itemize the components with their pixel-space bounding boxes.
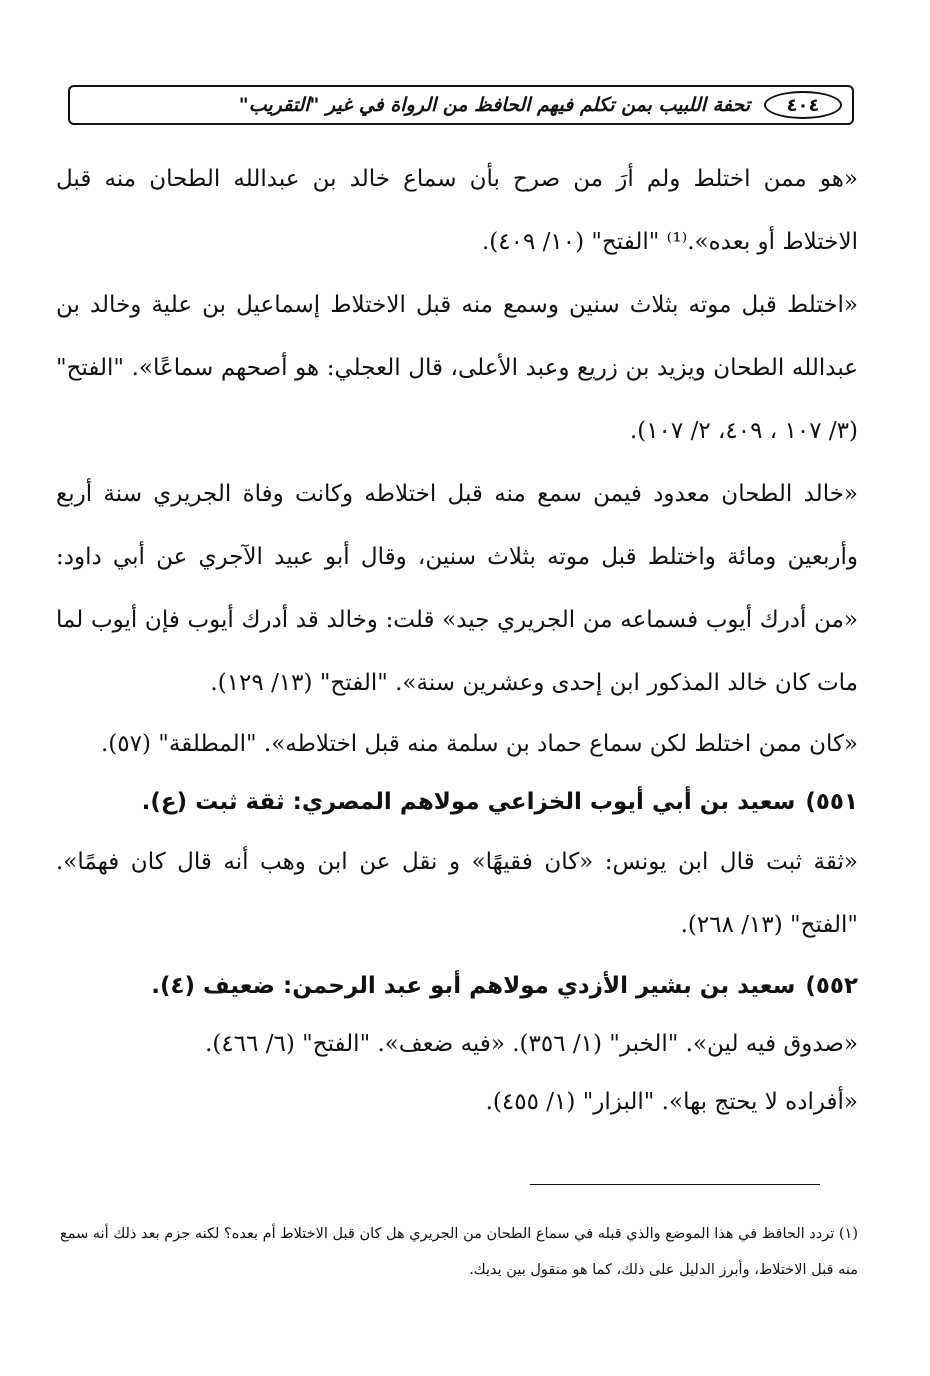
- entry-title: سعيد بن بشير الأزدي مولاهم أبو عبد الرحمن: ضعيف (٤).: [151, 973, 796, 999]
- page-number: ٤٠٤: [764, 91, 842, 119]
- paragraph: «خالد الطحان معدود فيمن سمع منه قبل اختلاطه وكانت وفاة الجريري سنة أربع وأربعين ومائة واختلط قبل موته بثلاث سنين، وقال أبو عبيد الآجري عن أبي داود: «من أدرك أيوب فسماعه من الجريري جيد» قلت: وخالد قد أدرك أيوب فإن أيوب لما مات كان خالد المذكور ابن إحدى وعشرين سنة». "الفتح" (١٣/ ١٢٩).: [56, 481, 858, 696]
- entry-note: «ثقة ثبت قال ابن يونس: «كان فقيهًا» و نقل عن ابن وهب أنه قال كان فهمًا». "الفتح" (١٣/ ٢٦٨).: [56, 849, 858, 938]
- running-header: [68, 85, 854, 125]
- entry-title: سعيد بن أبي أيوب الخزاعي مولاهم المصري: ثقة ثبت (ع).: [141, 789, 796, 815]
- paragraph: «هو ممن اختلط ولم أرَ من صرح بأن سماع خالد بن عبدالله الطحان منه قبل الاختلاط أو بعده».⁽¹⁾ "الفتح" (١٠/ ٤٠٩).: [56, 166, 858, 255]
- paragraph: «اختلط قبل موته بثلاث سنين وسمع منه قبل الاختلاط إسماعيل بن علية وخالد بن عبدالله الطحان ويزيد بن زريع وعبد الأعلى، قال العجلي: هو أصحهم سماعًا». "الفتح" (٣/ ١٠٧ ، ٤٠٩، ٢/ ١٠٧).: [56, 292, 859, 444]
- entry-number: ٥٥١): [805, 789, 858, 815]
- entry-note: «صدوق فيه لين». "الخبر" (١/ ٣٥٦). «فيه ضعف». "الفتح" (٦/ ٤٦٦).: [205, 1031, 858, 1057]
- entry-heading: [56, 773, 858, 831]
- footnote-divider: [530, 1184, 820, 1185]
- footnote: [60, 1216, 858, 1288]
- entry-heading: [56, 957, 858, 1015]
- paragraph: «كان ممن اختلط لكن سماع حماد بن سلمة منه قبل اختلاطه». "المطلقة" (٥٧).: [100, 731, 858, 757]
- main-text: [56, 148, 858, 1131]
- footnote-text: (١) تردد الحافظ في هذا الموضع والذي قبله في سماع الطحان من الجريري هل كان قبل الاختلاط أم بعده؟ لكنه جزم بعد ذلك أنه سمع منه قبل الاختلاط، وأبرز الدليل على ذلك، كما هو منقول بين يديك.: [60, 1226, 858, 1278]
- book-title: تحفة اللبيب بمن تكلم فيهم الحافظ من الرواة في غير "التقريب": [238, 94, 750, 116]
- entry-note: «أفراده لا يحتج بها». "البزار" (١/ ٤٥٥).: [485, 1089, 858, 1115]
- entry-number: ٥٥٢): [805, 973, 858, 999]
